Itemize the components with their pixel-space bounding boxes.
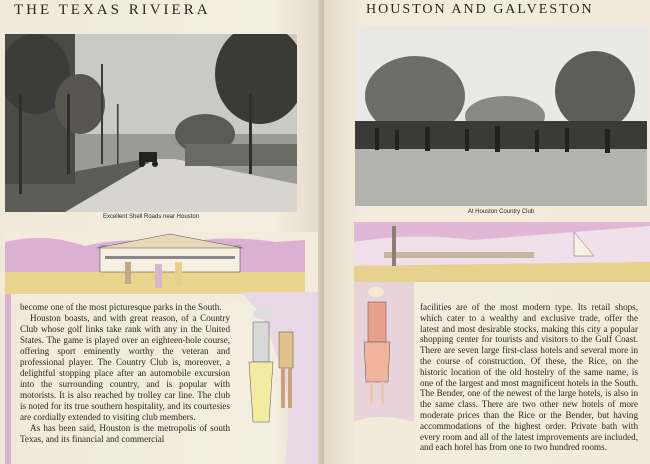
- right-page: [324, 0, 650, 464]
- right-page-header: HOUSTON AND GALVESTON: [366, 2, 594, 17]
- left-paragraph-2: Houston boasts, and with great reason, of a Country Club whose golf links take rank with any in the United States. The game is played over an eighteen-hole course, offering sport eminently worthy the veteran and professional player. The Country Club is, moreover, a delightful stopping place after an automobile excursion into the surrounding country, and is popular with motorists. It is also reached by trolley car line. The club is noted for its true southern hospitality, and its courtesies are cordially extended to visiting club members.: [20, 313, 230, 422]
- left-paragraph-1: become one of the most picturesque parks in the South.: [20, 302, 222, 312]
- right-body-text: [420, 302, 638, 453]
- left-page: [0, 0, 322, 464]
- left-body-text: [20, 302, 230, 445]
- country-club-photo: [355, 26, 647, 206]
- left-paragraph-3: As has been said, Houston is the metropolis of south Texas, and its financial and commercial: [20, 423, 230, 444]
- left-photo-caption: Excellent Shell Roads near Houston: [102, 214, 200, 220]
- left-page-header: THE TEXAS RIVIERA: [14, 2, 211, 18]
- right-paragraph-1: facilities are of the most modern type. Its retail shops, which cater to a wealthy and exclusive trade, offer the latest and most desirable stocks, making this city a popular shopping center for tourists and visitors to the Gulf Coast. There are seven large first-class hotels and several more in the course of construction. Of these, the Rice, on the historic location of the old hostelry of the same name, is one of the largest and most magnificent hotels in the South. The Bender, one of the newest of the large hotels, is also in the same class. There are two other new hotels of more moderate prices than the Rice or the Bender, but having accommodations of the highest order. Private bath with every room and all of the latest improvements are included, and each hotel has from one to two hundred rooms.: [420, 302, 638, 453]
- shell-road-photo: [5, 34, 297, 212]
- right-photo-caption: At Houston Country Club: [467, 209, 535, 215]
